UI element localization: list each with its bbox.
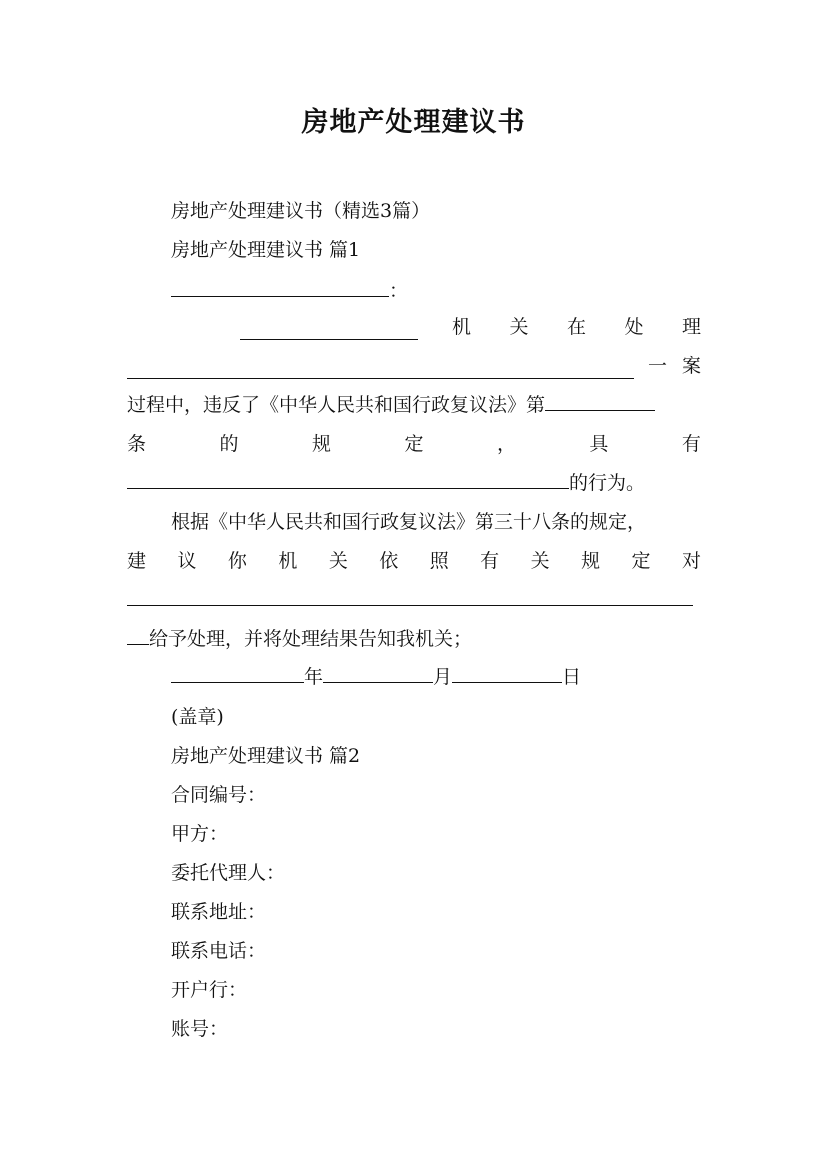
p2-line2-char-5: 依 (379, 550, 399, 572)
field-phone: 联系电话： (171, 940, 267, 962)
p1-line1-chars (452, 314, 701, 340)
p1-line5-end: 的行为。 (569, 472, 646, 494)
year-blank (171, 664, 304, 683)
p2-line2 (127, 548, 701, 574)
day-label: 日 (562, 666, 582, 688)
p1-char-2: 在 (566, 316, 586, 338)
part1-heading: 房地产处理建议书 篇1 (171, 239, 361, 261)
p2-line2-char-4: 关 (328, 550, 348, 572)
field-party-a: 甲方： (171, 823, 229, 845)
p2-line4 (127, 626, 472, 652)
p2-line2-char-9: 规 (581, 550, 601, 572)
case-blank (127, 360, 634, 379)
seal-label: (盖章) (171, 706, 224, 728)
p1-line4-char-6: 有 (681, 433, 701, 455)
behavior-blank (127, 470, 569, 489)
addressee-line (171, 278, 408, 304)
p1-line5 (127, 470, 701, 496)
field-bank: 开户行： (171, 979, 248, 1001)
subject-blank-end (127, 626, 149, 645)
p2-line2-char-6: 照 (429, 550, 449, 572)
p2-line3 (127, 587, 693, 613)
day-blank (452, 664, 562, 683)
field-address: 联系地址： (171, 901, 267, 923)
agency-blank (240, 321, 418, 340)
subject-blank (127, 587, 693, 606)
colon: ： (389, 280, 409, 302)
p2-line2-char-11: 对 (681, 550, 701, 572)
p1-line3 (127, 392, 701, 418)
p1-line4-char-5: 具 (589, 433, 609, 455)
p1-line4-char-1: 的 (219, 433, 239, 455)
p2-line2-char-7: 有 (480, 550, 500, 572)
p1-line4-char-0: 条 (127, 433, 147, 455)
field-account: 账号： (171, 1018, 229, 1040)
p1-line4 (127, 431, 701, 457)
subtitle: 房地产处理建议书（精选3篇） (171, 200, 431, 222)
p2-line2-char-0: 建 (127, 550, 147, 572)
field-contract-number: 合同编号： (171, 784, 267, 806)
p1-char-4: 理 (681, 316, 701, 338)
p1-line2 (127, 353, 701, 379)
p2-line4-text: 给予处理，并将处理结果告知我机关； (149, 628, 473, 650)
p1-line1 (240, 314, 701, 340)
addressee-blank (171, 278, 389, 297)
p2-line2-char-1: 议 (177, 550, 197, 572)
p1-char-3: 处 (624, 316, 644, 338)
p2-line2-char-8: 关 (530, 550, 550, 572)
document-title: 房地产处理建议书 (301, 107, 526, 138)
field-agent: 委托代理人： (171, 862, 286, 884)
p2-line2-char-2: 你 (227, 550, 247, 572)
p2-line2-char-3: 机 (278, 550, 298, 572)
p2-line2-char-10: 定 (631, 550, 651, 572)
p2-line1: 根据《中华人民共和国行政复议法》第三十八条的规定， (171, 511, 647, 533)
p1-line4-char-4: ， (496, 433, 516, 455)
month-label: 月 (433, 666, 453, 688)
p1-char-0: 机 (452, 316, 472, 338)
month-blank (323, 664, 433, 683)
p1-char-1: 关 (509, 316, 529, 338)
p1-line4-char-2: 规 (311, 433, 331, 455)
p1-line4-char-3: 定 (404, 433, 424, 455)
p1-one: 一 (648, 355, 668, 377)
part2-heading: 房地产处理建议书 篇2 (171, 745, 361, 767)
p1-case: 案 (681, 355, 701, 377)
year-label: 年 (304, 666, 324, 688)
date-line (171, 664, 581, 690)
article-blank (545, 392, 655, 411)
p1-line3-text: 过程中，违反了《中华人民共和国行政复议法》第 (127, 394, 546, 416)
